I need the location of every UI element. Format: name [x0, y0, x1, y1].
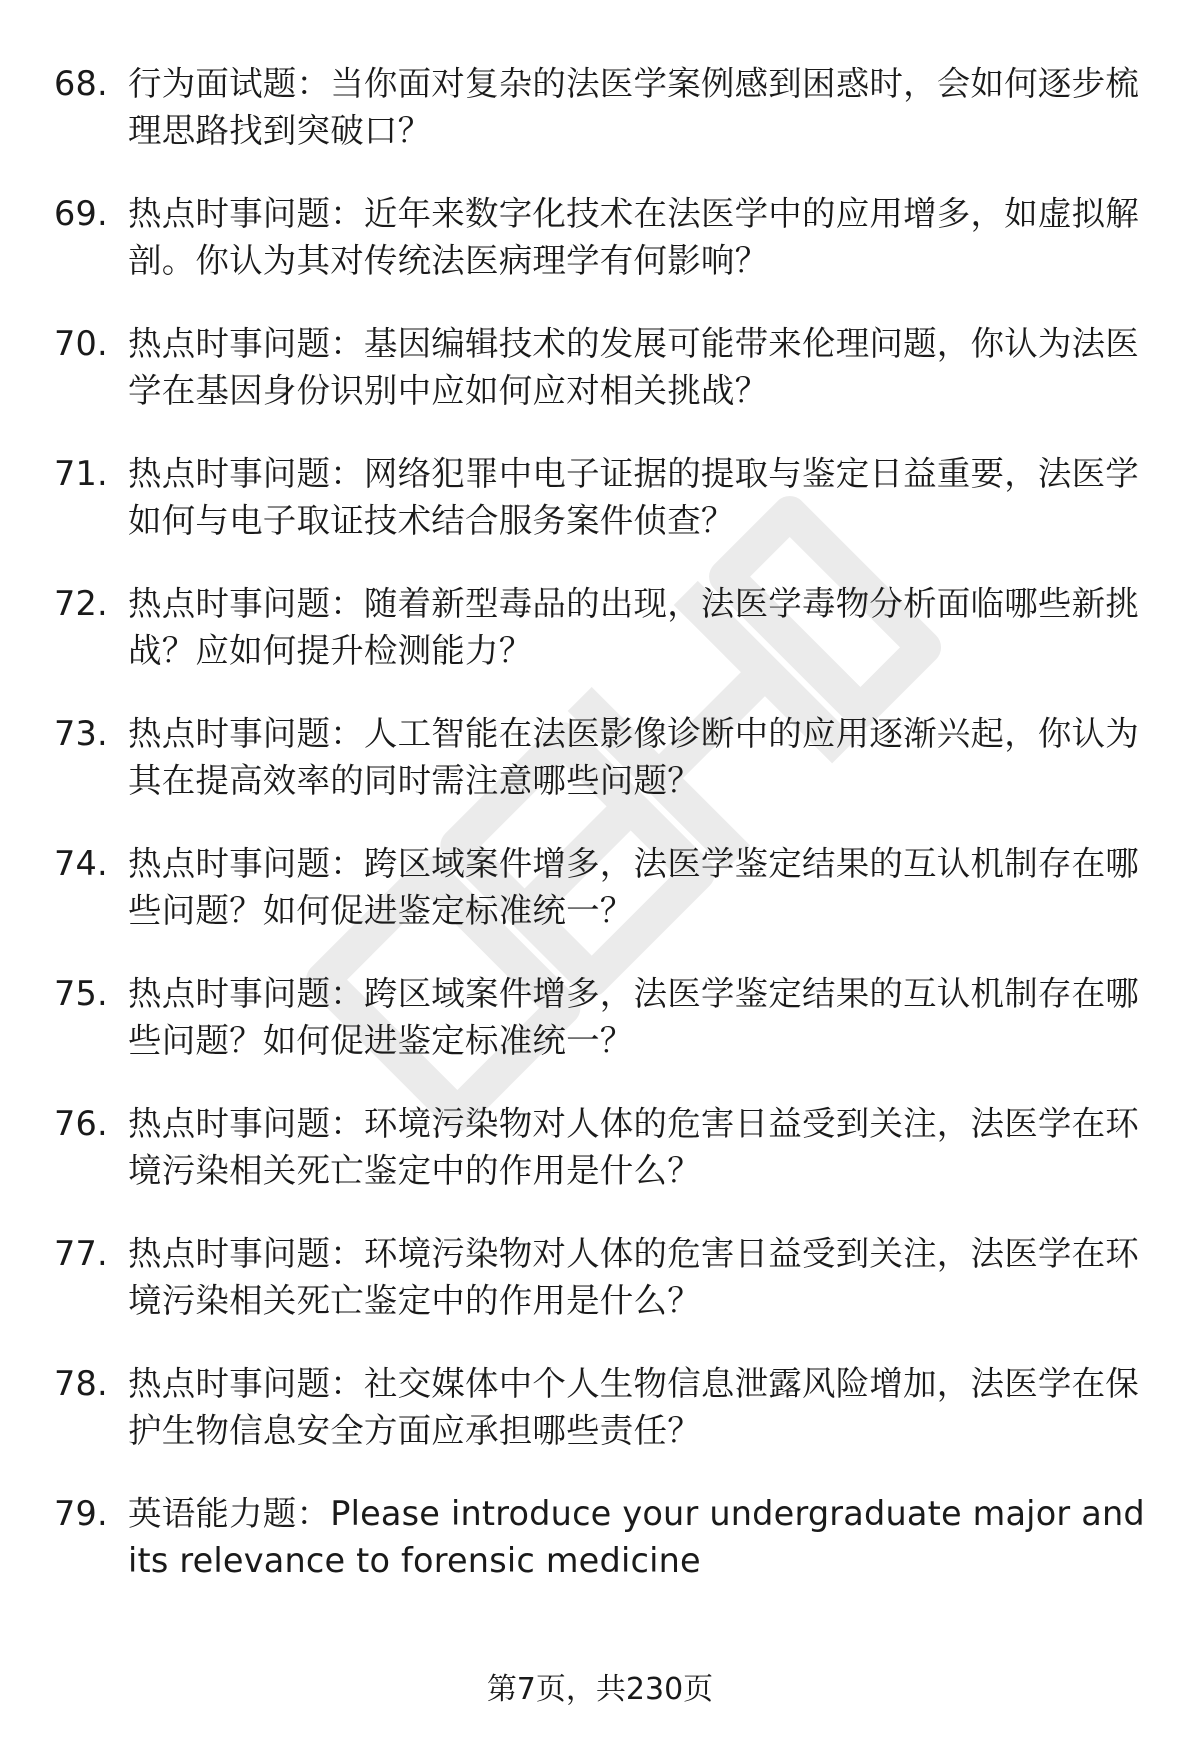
question-number: 76.: [54, 1104, 108, 1143]
question-item: [54, 1490, 1150, 1584]
question-number: 78.: [54, 1364, 108, 1403]
question-item: [54, 190, 1150, 284]
question-item: [54, 710, 1150, 804]
question-number: 77.: [54, 1234, 108, 1273]
question-number: 75.: [54, 974, 108, 1013]
page-number-label: 第7页，共230页: [486, 1672, 714, 1707]
question-item: [54, 1100, 1150, 1194]
question-item: [54, 970, 1150, 1064]
question-text: 热点时事问题：跨区域案件增多，法医学鉴定结果的互认机制存在哪些问题？如何促进鉴定标准统一？: [128, 974, 1139, 1060]
question-number: 71.: [54, 454, 108, 493]
question-item: [54, 450, 1150, 544]
question-number: 69.: [54, 194, 108, 233]
question-item: [54, 580, 1150, 674]
question-number: 74.: [54, 844, 108, 883]
question-number: 68.: [54, 64, 108, 103]
question-list: [54, 60, 1150, 1620]
question-text: 英语能力题：Please introduce your undergraduate major and its relevance to forensic medicine: [128, 1494, 1145, 1580]
question-text: 热点时事问题：人工智能在法医影像诊断中的应用逐渐兴起，你认为其在提高效率的同时需注意哪些问题？: [128, 714, 1139, 800]
question-item: [54, 840, 1150, 934]
question-text: 热点时事问题：环境污染物对人体的危害日益受到关注，法医学在环境污染相关死亡鉴定中的作用是什么？: [128, 1234, 1139, 1320]
question-number: 70.: [54, 324, 108, 363]
question-text: 热点时事问题：网络犯罪中电子证据的提取与鉴定日益重要，法医学如何与电子取证技术结合服务案件侦查？: [128, 454, 1139, 540]
question-number: 73.: [54, 714, 108, 753]
question-item: [54, 1230, 1150, 1324]
question-text: 热点时事问题：近年来数字化技术在法医学中的应用增多，如虚拟解剖。你认为其对传统法医病理学有何影响？: [128, 194, 1139, 280]
question-item: [54, 1360, 1150, 1454]
page-footer: [0, 1670, 1200, 1710]
question-number: 72.: [54, 584, 108, 623]
question-text: 热点时事问题：随着新型毒品的出现，法医学毒物分析面临哪些新挑战？应如何提升检测能力？: [128, 584, 1139, 670]
question-number: 79.: [54, 1494, 108, 1533]
question-text: 热点时事问题：环境污染物对人体的危害日益受到关注，法医学在环境污染相关死亡鉴定中的作用是什么？: [128, 1104, 1139, 1190]
question-text: 热点时事问题：基因编辑技术的发展可能带来伦理问题，你认为法医学在基因身份识别中应如何应对相关挑战？: [128, 324, 1139, 410]
question-item: [54, 60, 1150, 154]
question-text: 热点时事问题：跨区域案件增多，法医学鉴定结果的互认机制存在哪些问题？如何促进鉴定标准统一？: [128, 844, 1139, 930]
question-text: 行为面试题：当你面对复杂的法医学案例感到困惑时，会如何逐步梳理思路找到突破口？: [128, 64, 1139, 150]
question-item: [54, 320, 1150, 414]
question-text: 热点时事问题：社交媒体中个人生物信息泄露风险增加，法医学在保护生物信息安全方面应承担哪些责任？: [128, 1364, 1139, 1450]
